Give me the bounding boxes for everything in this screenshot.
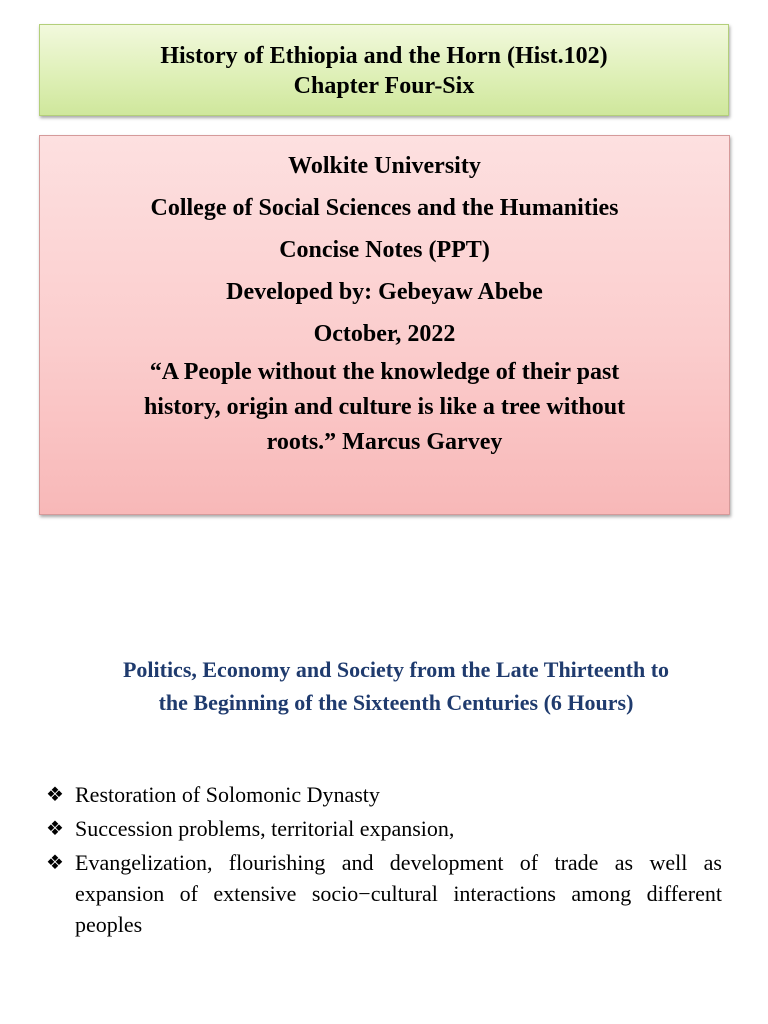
list-item-text: Restoration of Solomonic Dynasty xyxy=(75,782,380,807)
quote-line: roots.” Marcus Garvey xyxy=(266,429,503,455)
topic-list xyxy=(46,779,722,943)
title-box xyxy=(39,24,729,116)
diamond-bullet-icon: ❖ xyxy=(46,850,64,874)
list-item xyxy=(46,813,722,844)
section-heading xyxy=(40,653,752,719)
chapter-title: Chapter Four-Six xyxy=(293,73,475,99)
list-item-text: Evangelization, flourishing and development of trade as well as expansion of extensive socio−cultural interactions among different peoples xyxy=(75,850,722,937)
list-item-text: Succession problems, territorial expansion, xyxy=(75,816,455,841)
college-name: College of Social Sciences and the Humanities xyxy=(150,195,619,221)
diamond-bullet-icon: ❖ xyxy=(46,782,64,806)
section-heading-line: Politics, Economy and Society from the Late Thirteenth to xyxy=(122,657,670,682)
university-name: Wolkite University xyxy=(288,153,481,179)
list-item xyxy=(46,779,722,810)
list-item xyxy=(46,847,722,940)
course-title: History of Ethiopia and the Horn (Hist.102) xyxy=(160,43,608,69)
quote xyxy=(40,355,729,460)
date-label: October, 2022 xyxy=(313,321,456,347)
section-heading-line: the Beginning of the Sixteenth Centuries (6 Hours) xyxy=(158,690,634,715)
diamond-bullet-icon: ❖ xyxy=(46,816,64,840)
developer-credit: Developed by: Gebeyaw Abebe xyxy=(226,279,543,305)
quote-line: “A People without the knowledge of their past xyxy=(149,359,620,385)
quote-line: history, origin and culture is like a tree without xyxy=(143,394,626,420)
notes-type: Concise Notes (PPT) xyxy=(279,237,490,263)
info-box xyxy=(39,135,730,515)
